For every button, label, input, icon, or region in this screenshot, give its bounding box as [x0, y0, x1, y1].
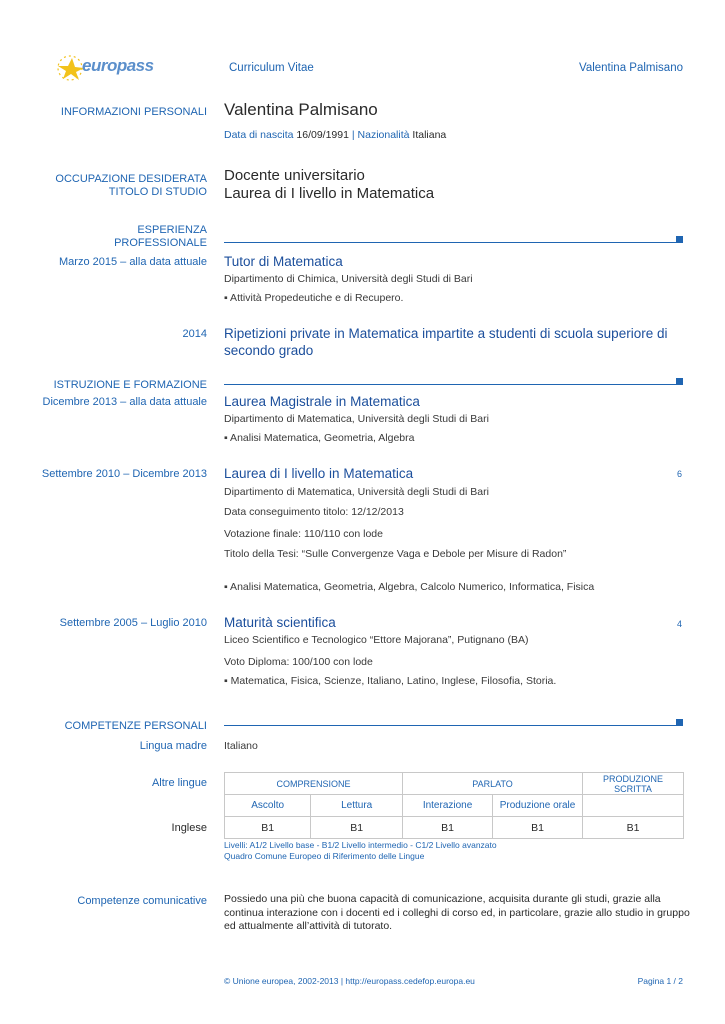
section-rule: [224, 725, 676, 726]
education-detail: Titolo della Tesi: “Sulle Convergenze Vaga e Debole per Misure di Radon”: [224, 548, 567, 560]
education-dates: Dicembre 2013 – alla data attuale: [42, 396, 207, 408]
experience-employer: Dipartimento di Chimica, Università degli Studi di Bari: [224, 273, 473, 285]
section-marker: [676, 719, 683, 726]
occupation-label: [55, 173, 207, 199]
education-institution: Dipartimento di Matematica, Università degli Studi di Bari: [224, 486, 489, 498]
experience-dates: 2014: [182, 328, 207, 340]
occupation-line1: Docente universitario: [224, 167, 365, 184]
section-marker: [676, 236, 683, 243]
education-bullet: ▪ Matematica, Fisica, Scienze, Italiano, Latino, Inglese, Filosofia, Storia.: [224, 675, 557, 687]
education-institution: Dipartimento di Matematica, Università degli Studi di Bari: [224, 413, 489, 425]
other-languages-label: Altre lingue: [151, 777, 207, 789]
experience-title: Tutor di Matematica: [224, 254, 343, 269]
language-table: [224, 772, 684, 839]
section-label-experience: [114, 224, 207, 250]
mother-tongue: Italiano: [224, 740, 258, 752]
level-cell: B1: [403, 817, 493, 839]
full-name: Valentina Palmisano: [224, 100, 378, 119]
levels-note-line2: Quadro Comune Europeo di Riferimento delle Lingue: [224, 851, 425, 861]
education-detail: Votazione finale: 110/110 con lode: [224, 528, 383, 540]
levels-note: [224, 840, 497, 862]
level-cell: B1: [493, 817, 583, 839]
experience-title: [224, 325, 667, 359]
experience-bullet: ▪ Attività Propedeutiche e di Recupero.: [224, 292, 404, 304]
education-institution: Liceo Scientifico e Tecnologico “Ettore Majorana”, Putignano (BA): [224, 634, 529, 646]
language-table-sub-row: [225, 795, 684, 817]
education-bullet: ▪ Analisi Matematica, Geometria, Algebra: [224, 432, 415, 444]
dob-label: Data di nascita: [224, 129, 294, 141]
europass-wordmark: europass: [82, 56, 154, 75]
communication-text: [224, 893, 690, 934]
eqf-level: 6: [677, 469, 683, 479]
group-header: PARLATO: [403, 773, 583, 795]
nationality-label: Nazionalità: [357, 129, 410, 141]
section-label-skills: COMPETENZE PERSONALI: [64, 720, 207, 732]
education-dates: Settembre 2010 – Dicembre 2013: [41, 468, 207, 480]
dob-value: 16/09/1991: [296, 129, 349, 141]
level-cell: B1: [225, 817, 311, 839]
doc-title: Curriculum Vitae: [229, 62, 314, 74]
levels-note-line1: Livelli: A1/2 Livello base - B1/2 Livello intermedio - C1/2 Livello avanzato: [224, 840, 497, 850]
occupation-text: [224, 167, 434, 203]
section-rule: [224, 384, 676, 385]
section-label-education: ISTRUZIONE E FORMAZIONE: [53, 379, 207, 391]
education-detail: Voto Diploma: 100/100 con lode: [224, 656, 373, 668]
education-bullet: ▪ Analisi Matematica, Geometria, Algebra, Calcolo Numerico, Informatica, Fisica: [224, 581, 595, 593]
eqf-level: 4: [677, 619, 683, 629]
footer-page: Pagina 1 / 2: [637, 976, 683, 986]
education-detail: Data conseguimento titolo: 12/12/2013: [224, 506, 404, 518]
experience-label-line1: ESPERIENZA: [137, 224, 207, 236]
nationality-value: Italiana: [412, 129, 447, 141]
experience-title-line1: Ripetizioni private in Matematica impartite a studenti di scuola superiore di: [224, 326, 668, 341]
language-table-group-row: [225, 773, 684, 795]
education-title: Maturità scientifica: [224, 615, 336, 630]
mother-tongue-label: Lingua madre: [139, 740, 207, 752]
sub-header: Lettura: [311, 795, 403, 817]
sub-header: Produzione orale: [493, 795, 583, 817]
separator: |: [351, 129, 355, 141]
group-header: PRODUZIONE SCRITTA: [582, 773, 683, 795]
personal-details: [224, 129, 446, 141]
communication-label: Competenze comunicative: [77, 895, 207, 907]
language-name: Inglese: [171, 822, 207, 834]
education-title: Laurea Magistrale in Matematica: [224, 394, 420, 409]
language-level-row: [225, 817, 684, 839]
occupation-label-line2: TITOLO DI STUDIO: [108, 186, 207, 198]
level-cell: B1: [311, 817, 403, 839]
occupation-label-line1: OCCUPAZIONE DESIDERATA: [55, 173, 207, 185]
header-name: Valentina Palmisano: [579, 62, 683, 74]
footer-copyright: © Unione europea, 2002-2013 | http://europass.cedefop.europa.eu: [224, 976, 475, 986]
level-cell: B1: [582, 817, 683, 839]
section-rule: [224, 242, 676, 243]
experience-label-line2: PROFESSIONALE: [114, 237, 207, 249]
section-marker: [676, 378, 683, 385]
sub-header: Ascolto: [225, 795, 311, 817]
communication-line1: Possiedo una più che buona capacità di comunicazione, acquisita durante gli studi, grazie alla: [224, 893, 661, 905]
occupation-line2: Laurea di I livello in Matematica: [224, 185, 435, 202]
sub-header: Interazione: [403, 795, 493, 817]
experience-title-line2: secondo grado: [224, 343, 314, 358]
communication-line2: continua interazione con i docenti ed i colleghi di corso ed, in particolare, grazie allo studio in gruppo: [224, 906, 690, 919]
section-label-personal: INFORMAZIONI PERSONALI: [60, 106, 207, 118]
education-dates: Settembre 2005 – Luglio 2010: [59, 617, 207, 629]
experience-dates: Marzo 2015 – alla data attuale: [59, 256, 207, 268]
europass-logo: [50, 52, 160, 84]
communication-line3: ed attualmente all’attività di tutorato.: [224, 920, 393, 932]
sub-header-empty: [582, 795, 683, 817]
education-title: Laurea di I livello in Matematica: [224, 466, 414, 481]
group-header: COMPRENSIONE: [225, 773, 403, 795]
